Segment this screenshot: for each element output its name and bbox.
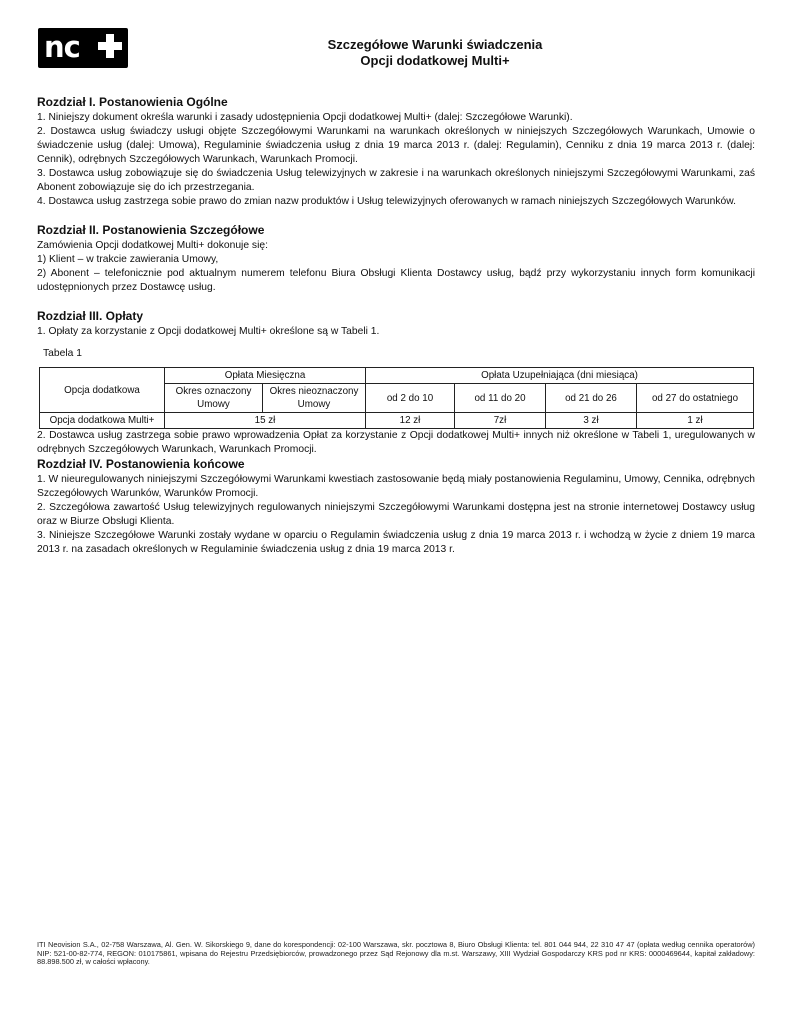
table-cell: 7zł bbox=[455, 413, 546, 429]
paragraph: 2) Abonent – telefonicznie pod aktualnym numerem telefonu Biura Obsługi Klienta Dostawcy usług, bądź przy wykorzystaniu innych form komunikacji udostępnionych przez Dostawcę usług. bbox=[37, 268, 755, 293]
table-header-cell: Okres oznaczony Umowy bbox=[165, 384, 263, 413]
section-final bbox=[37, 457, 755, 557]
paragraph: 1) Klient – w trakcie zawierania Umowy, bbox=[37, 254, 219, 265]
paragraph: 4. Dostawca usług zastrzega sobie prawo do zmian nazw produktów i Usług telewizyjnych oferowanych w ramach niniejszych Szczegółowych Warunków. bbox=[37, 196, 736, 207]
table-cell: 1 zł bbox=[637, 413, 754, 429]
document-body bbox=[37, 95, 755, 571]
paragraph: 2. Dostawca usług zastrzega sobie prawo wprowadzenia Opłat za korzystanie z Opcji dodatkowej Multi+ innych niż określone w Tabeli 1, uregulowanych w odrębnych Szczegółowych Warunkach, Warunkach Promocji. bbox=[37, 430, 755, 455]
paragraph: 1. Opłaty za korzystanie z Opcji dodatkowej Multi+ określone są w Tabeli 1. bbox=[37, 326, 380, 337]
nc-plus-logo bbox=[38, 28, 128, 68]
section-detailed bbox=[37, 223, 755, 295]
section-heading: Rozdział IV. Postanowienia końcowe bbox=[37, 457, 245, 471]
table-cell: 15 zł bbox=[165, 413, 366, 429]
table-header-cell: Opcja dodatkowa bbox=[40, 368, 165, 413]
section-heading: Rozdział III. Opłaty bbox=[37, 309, 144, 323]
table-header-cell: Opłata Miesięczna bbox=[165, 368, 366, 384]
table-header-row bbox=[40, 368, 754, 384]
table-row bbox=[40, 413, 754, 429]
table-header-cell: od 21 do 26 bbox=[546, 384, 637, 413]
document-title bbox=[240, 37, 630, 69]
plus-icon bbox=[98, 34, 122, 58]
paragraph: 2. Szczegółowa zawartość Usług telewizyjnych regulowanych niniejszymi Szczegółowymi Warunkami dostępna jest na stronie internetowej Dostawcy usług oraz w Biurze Obsługi Klienta. bbox=[37, 502, 755, 527]
fees-table bbox=[39, 367, 754, 429]
table-header-cell: od 27 do ostatniego bbox=[637, 384, 754, 413]
paragraph: 1. Niniejszy dokument określa warunki i zasady udostępnienia Opcji dodatkowej Multi+ (dalej: Szczegółowe Warunki). bbox=[37, 112, 573, 123]
section-heading: Rozdział I. Postanowienia Ogólne bbox=[37, 95, 228, 109]
logo-text: nc bbox=[44, 30, 80, 64]
section-heading: Rozdział II. Postanowienia Szczegółowe bbox=[37, 223, 265, 237]
section-fees bbox=[37, 309, 755, 457]
table-header-cell: od 2 do 10 bbox=[366, 384, 455, 413]
company-footer: ITI Neovision S.A., 02-758 Warszawa, Al. Gen. W. Sikorskiego 9, dane do korespondencji: 02-100 Warszawa, skr. pocztowa 8, Biuro Obsługi Klienta: tel. 801 044 944, 22 310 47 47 (opłata według cennika operatorów) NIP: 521-00-82-774, REGON: 010175861, wpisana do Rejestru Przedsiębiorców, prowadzonego przez Sąd Rejonowy dla m.st. Warszawy, XIII Wydział Gospodarczy KRS pod nr KRS: 0000469644, kapitał zakładowy: 88.898.500 zł, w całości wpłacony. bbox=[37, 940, 755, 967]
paragraph: Zamówienia Opcji dodatkowej Multi+ dokonuje się: bbox=[37, 240, 268, 251]
title-line-1: Szczegółowe Warunki świadczenia bbox=[327, 37, 543, 52]
table-header-cell: Opłata Uzupełniająca (dni miesiąca) bbox=[366, 368, 754, 384]
table-cell: 12 zł bbox=[366, 413, 455, 429]
table-label: Tabela 1 bbox=[43, 348, 82, 359]
section-general bbox=[37, 95, 755, 209]
table-header-cell: od 11 do 20 bbox=[455, 384, 546, 413]
paragraph: 3. Dostawca usług zobowiązuje się do świadczenia Usług telewizyjnych w zakresie i na warunkach określonych niniejszymi Szczegółowymi Warunkami, zaś Abonent zobowiązuje się do ich przestrzegania. bbox=[37, 168, 755, 193]
table-header-cell: Okres nieoznaczony Umowy bbox=[263, 384, 366, 413]
table-cell: 3 zł bbox=[546, 413, 637, 429]
table-cell: Opcja dodatkowa Multi+ bbox=[40, 413, 165, 429]
paragraph: 1. W nieuregulowanych niniejszymi Szczegółowymi Warunkami kwestiach zastosowanie będą miały postanowienia Regulaminu, Umowy, Cennika, odrębnych Szczegółowych Warunków, Warunków Promocji. bbox=[37, 474, 755, 499]
paragraph: 2. Dostawca usług świadczy usługi objęte Szczegółowymi Warunkami na warunkach określonych w niniejszych Szczegółowych Warunkach, Umowie o świadczenie usług (dalej: Umowa), Regulaminie świadczenia usług z dnia 19 marca 2013 r. (dalej: Regulamin), Cenniku z dnia 19 marca 2013 r. (dalej: Cennik), odrębnych Szczegółowych Warunkach, Warunkach Promocji. bbox=[37, 126, 755, 165]
title-line-2: Opcji dodatkowej Multi+ bbox=[360, 53, 510, 68]
paragraph: 3. Niniejsze Szczegółowe Warunki zostały wydane w oparciu o Regulamin świadczenia usług z dnia 19 marca 2013 r. i wchodzą w życie z dniem 19 marca 2013 r. na zasadach określonych w Regulaminie świadczenia usług z dnia 19 marca 2013 r. bbox=[37, 530, 755, 555]
